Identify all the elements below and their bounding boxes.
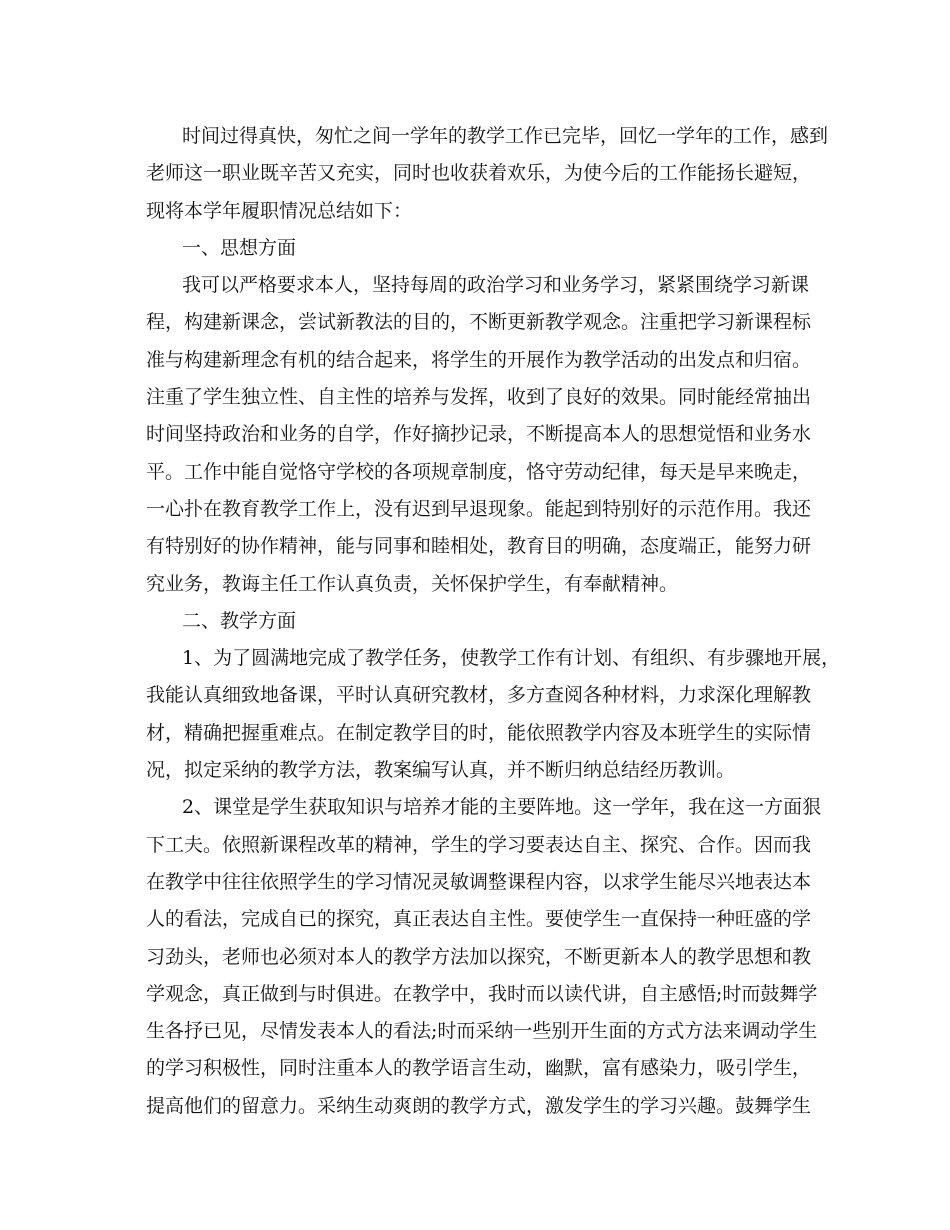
text-line: 准与构建新理念有机的结合起来，将学生的开展作为教学活动的出发点和归宿。 xyxy=(146,348,812,371)
text-line: 2、课堂是学生获取知识与培养才能的主要阵地。这一学年，我在这一方面狠 xyxy=(182,796,822,819)
text-line: 时间坚持政治和业务的自学，作好摘抄记录，不断提高本人的思想觉悟和业务水 xyxy=(146,423,812,446)
text-line: 注重了学生独立性、自主性的培养与发挥，收到了良好的效果。同时能经常抽出 xyxy=(146,386,812,409)
text-line: 生各抒已见，尽情发表本人的看法;时而采纳一些别开生面的方式方法来调动学生 xyxy=(146,1020,818,1043)
text-line: 老师这一职业既辛苦又充实，同时也收获着欢乐，为使今后的工作能扬长避短， xyxy=(146,162,812,185)
text-line: 一、思想方面 xyxy=(182,236,297,259)
text-line: 二、教学方面 xyxy=(182,609,297,632)
text-line: 一心扑在教育教学工作上，没有迟到早退现象。能起到特别好的示范作用。我还 xyxy=(146,497,812,520)
text-line: 我可以严格要求本人，坚持每周的政治学习和业务学习，紧紧围绕学习新课 xyxy=(182,274,810,297)
text-line: 有特别好的协作精神，能与同事和睦相处，教育目的明确，态度端正，能努力研 xyxy=(146,535,812,558)
text-line: 我能认真细致地备课，平时认真研究教材，多方查阅各种材料，力求深化理解教 xyxy=(146,684,812,707)
text-line: 学观念，真正做到与时俱进。在教学中，我时而以读代讲，自主感悟;时而鼓舞学 xyxy=(146,982,818,1005)
text-line: 习劲头，老师也必须对本人的教学方法加以探究，不断更新本人的教学思想和教 xyxy=(146,945,812,968)
text-line: 现将本学年履职情况总结如下： xyxy=(146,199,413,222)
text-line: 究业务，教诲主任工作认真负责，关怀保护学生，有奉献精神。 xyxy=(146,572,679,595)
text-line: 材，精确把握重难点。在制定教学目的时，能依照教学内容及本班学生的实际情 xyxy=(146,721,812,744)
text-line: 时间过得真快，匆忙之间一学年的教学工作已完毕，回忆一学年的工作，感到 xyxy=(182,125,829,147)
text-line: 的学习积极性，同时注重本人的教学语言生动，幽默，富有感染力，吸引学生， xyxy=(146,1057,812,1080)
document-body xyxy=(146,118,841,1125)
text-line: 平。工作中能自觉恪守学校的各项规章制度，恪守劳动纪律，每天是早来晚走， xyxy=(146,460,812,483)
text-line: 人的看法，完成自已的探究，真正表达自主性。要使学生一直保持一种旺盛的学 xyxy=(146,908,812,931)
text-line: 况，拟定采纳的教学方法，教案编写认真，并不断归纳总结经历教训。 xyxy=(146,759,736,782)
text-line: 下工夫。依照新课程改革的精神，学生的学习要表达自主、探究、合作。因而我 xyxy=(146,833,812,856)
text-line: 程，构建新课念，尝试新教法的目的，不断更新教学观念。注重把学习新课程标 xyxy=(146,311,812,334)
text-line: 提高他们的留意力。采纳生动爽朗的教学方式，激发学生的学习兴趣。鼓舞学生 xyxy=(146,1094,812,1117)
text-line: 1、为了圆满地完成了教学任务，使教学工作有计划、有组织、有步骤地开展， xyxy=(182,647,841,670)
text-line: 在教学中往往依照学生的学习情况灵敏调整课程内容，以求学生能尽兴地表达本 xyxy=(146,870,812,893)
